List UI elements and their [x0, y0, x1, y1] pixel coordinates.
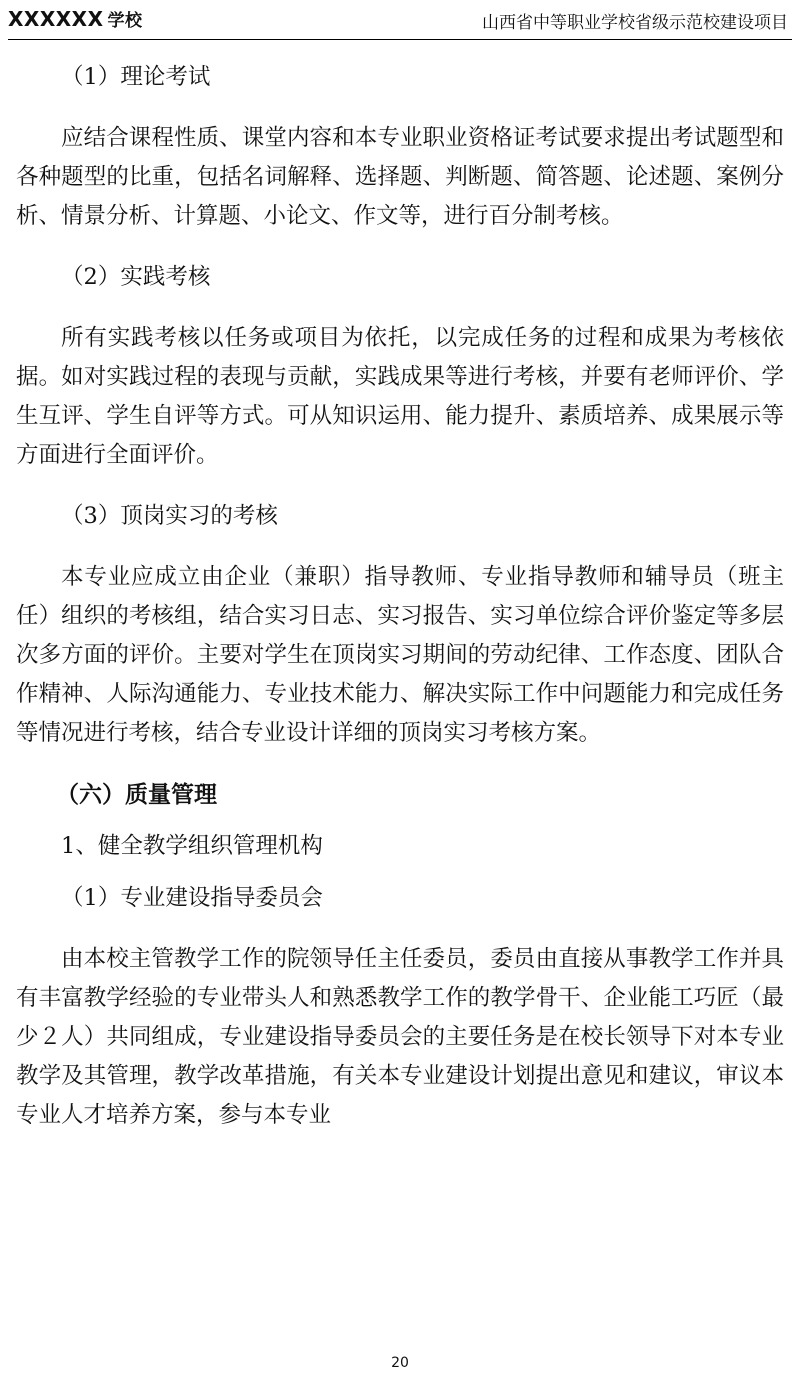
- page-header: [0, 0, 800, 40]
- header-project-title: 山西省中等职业学校省级示范校建设项目: [482, 13, 788, 33]
- heading-steering-committee: （1）专业建设指导委员会: [61, 885, 323, 911]
- paragraph-steering-committee: 由本校主管教学工作的院领导任主任委员，委员由直接从事教学工作并具有丰富教学经验的专业带头人和熟悉教学工作的教学骨干、企业能工巧匠（最少２人）共同组成，专业建设指导委员会的主要任务是在校长领导下对本专业教学及其管理，教学改革措施，有关本专业建设计划提出意见和建议，审议本专业人才培养方案，参与本专业: [16, 946, 784, 1128]
- header-school-code: XXXXXX: [8, 7, 104, 31]
- heading-internship-assessment: （3）顶岗实习的考核: [61, 503, 278, 529]
- heading-quality-management: （六）质量管理: [56, 781, 217, 808]
- header-school-name: [8, 6, 143, 31]
- heading-theory-exam: （1）理论考试: [61, 64, 211, 90]
- page-number: 20: [391, 1355, 409, 1371]
- paragraph-theory-exam: 应结合课程性质、课堂内容和本专业职业资格证考试要求提出考试题型和各种题型的比重，包括名词解释、选择题、判断题、简答题、论述题、案例分析、情景分析、计算题、小论文、作文等，进行百分制考核。: [16, 125, 784, 229]
- page-body: [16, 58, 784, 1135]
- paragraph-practice-assessment: 所有实践考核以任务或项目为依托，以完成任务的过程和成果为考核依据。如对实践过程的表现与贡献，实践成果等进行考核，并要有老师评价、学生互评、学生自评等方式。可从知识运用、能力提升、素质培养、成果展示等方面进行全面评价。: [16, 325, 784, 468]
- heading-practice-assessment: （2）实践考核: [61, 264, 211, 290]
- paragraph-internship-assessment: 本专业应成立由企业（兼职）指导教师、专业指导教师和辅导员（班主任）组织的考核组，结合实习日志、实习报告、实习单位综合评价鉴定等多层次多方面的评价。主要对学生在顶岗实习期间的劳动纪律、工作态度、团队合作精神、人际沟通能力、专业技术能力、解决实际工作中问题能力和完成任务等情况进行考核，结合专业设计详细的顶岗实习考核方案。: [16, 564, 784, 746]
- heading-organization: 1、健全教学组织管理机构: [61, 833, 323, 859]
- header-school-suffix: 学校: [107, 11, 143, 31]
- header-divider: [8, 39, 792, 40]
